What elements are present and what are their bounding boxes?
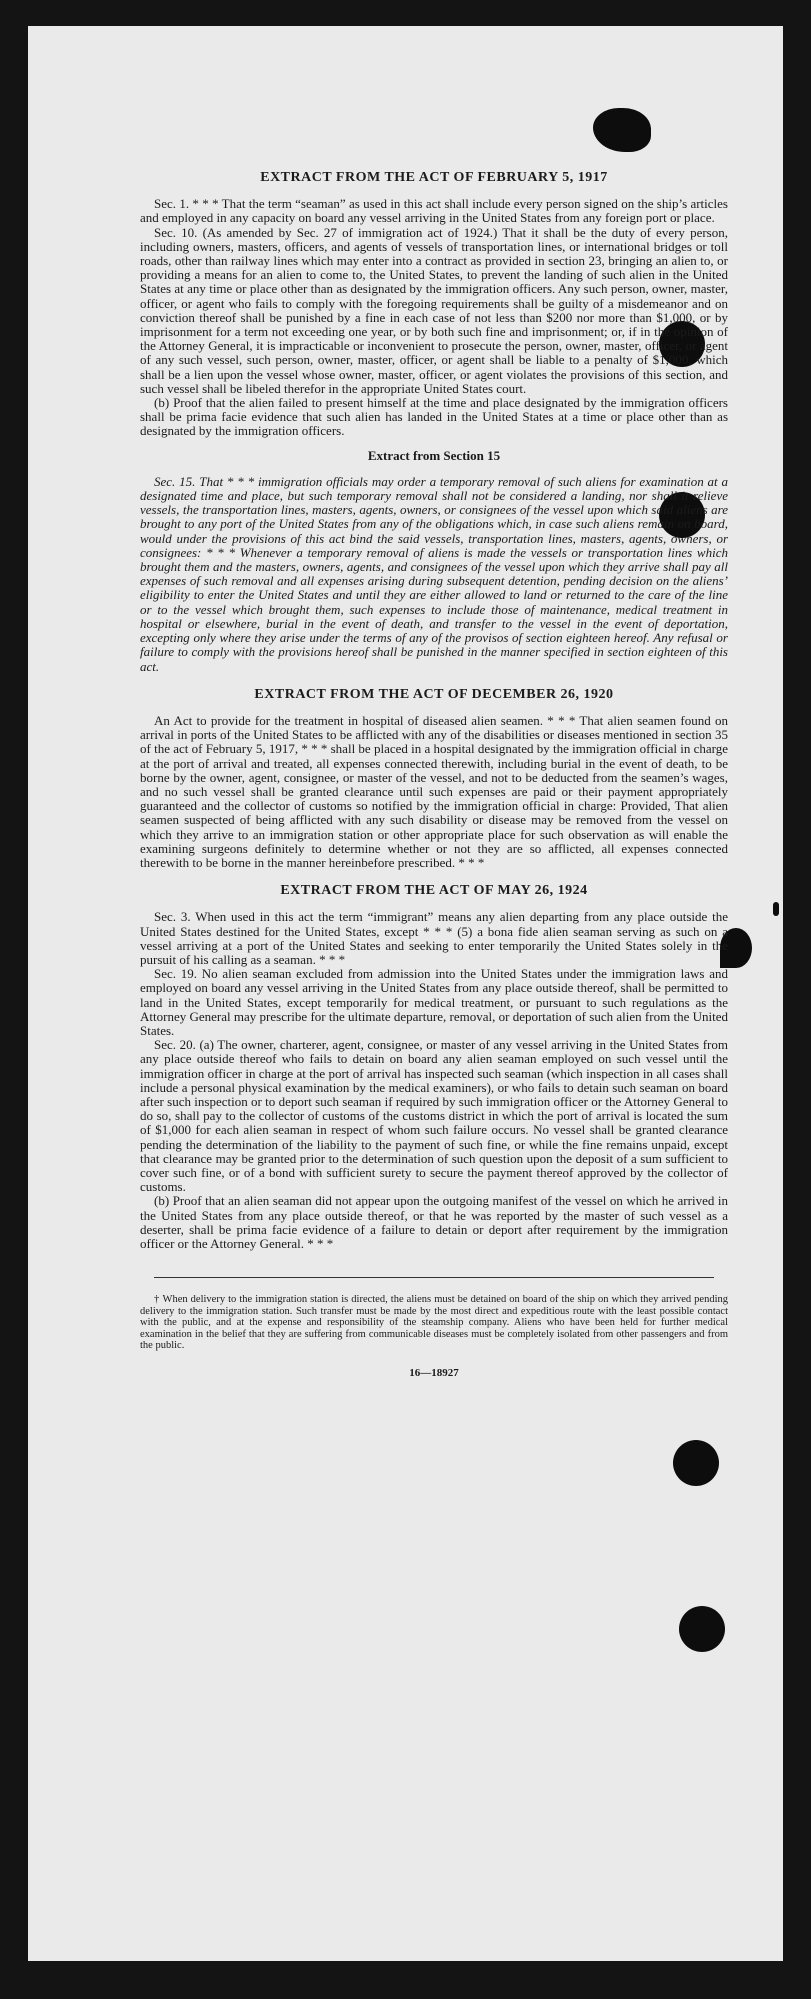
paragraph: Sec. 20. (a) The owner, charterer, agent, consignee, or master of any vessel arriving in the United States from any place outside thereof who fails to detain on board any alien seaman employed on such vessel until the immigration officer in charge at the port of arrival has inspected such seaman (which inspection in all cases shall include a personal physical examination by the medical examiners), or who fails to detain such seaman on board after such inspection or to deport such seaman if required by such immigration officer or the Attorney General to do so, shall pay to the collector of customs of the customs district in which the port of arrival is located the sum of $1,000 for each alien seaman in respect of whom such failure occurs. No vessel shall be granted clearance pending the determination of the liability to the payment of such fine, or while the fine remains unpaid, except that clearance may be granted prior to the determination of such question upon the deposit of a sum sufficient to cover such fine, or of a bond with sufficient surety to secure the payment thereof approved by the collector of customs.: [140, 1037, 728, 1195]
paragraph: (b) Proof that an alien seaman did not appear upon the outgoing manifest of the vessel on which he arrived in the United States from any place outside thereof, or that he was reported by the master of such vessel as a deserter, shall be prima facie evidence of a failure to detain or deport after requirement by the immigration officer or the Attorney General. * * *: [140, 1193, 728, 1252]
punch-hole: [679, 1606, 725, 1652]
paragraph: Sec. 1. * * * That the term “seaman” as used in this act shall include every person signed on the ship’s articles and employed in any capacity on board any vessel arriving in the United States from any foreign port or place.: [140, 196, 728, 226]
section-heading: EXTRACT FROM THE ACT OF FEBRUARY 5, 1917: [260, 170, 608, 185]
footnote: † When delivery to the immigration station is directed, the aliens must be detained on board of the ship on which they arrived pending delivery to the immigration station. Such transfer must be made by the most direct and expeditious route with the least possible contact with the public, and at the expense and responsibility of the steamship company. Aliens who have been held for further medical examination in the belief that they are suffering from communicable diseases must be completely isolated from other passengers and from the public.: [140, 1294, 728, 1352]
paragraph: Sec. 3. When used in this act the term “immigrant” means any alien departing from any place outside the United States destined for the United States, except * * * (5) a bona fide alien seaman serving as such on a vessel arriving at a port of the United States and seeking to enter temporarily the United States solely in the pursuit of his calling as a seaman. * * *: [140, 909, 728, 967]
footnote-divider: [154, 1277, 714, 1278]
section-subheading: Extract from Section 15: [367, 447, 501, 463]
ink-blot: [593, 108, 651, 152]
paragraph: (b) Proof that the alien failed to present himself at the time and place designated by the immigration officers shall be prima facie evidence that such alien has landed in the United States at a time or place other than as designated by the immigration officers.: [140, 395, 728, 439]
margin-mark: [773, 902, 779, 916]
punch-hole: [673, 1440, 719, 1486]
page-id: 16—18927: [409, 1366, 459, 1379]
paragraph: Sec. 15. That * * * immigration officials may order a temporary removal of such aliens for examination at a designated time and place, but such temporary removal shall not be considered a landing, nor shall it relieve vessels, the transportation lines, masters, agents, owners, or consignees of the vessel upon which said aliens are brought to any port of the United States from any of the obligations which, in case such aliens remain on board, would under the provisions of this act bind the said vessels, transportation lines, masters, agents, owners, or consignees: * * * Whenever a temporary removal of aliens is made the vessels or transportation lines which brought them and the masters, owners, agents, and consignees of the vessel upon which they arrive shall pay all expenses of such removal and all expenses arising during subsequent detention, pending decision on the aliens’ eligibility to enter the United States and until they are either allowed to land or returned to the care of the line or to the vessel which brought them, such expenses to include those of maintenance, medical treatment in hospital or elsewhere, burial in the event of death, and transfer to the vessel in the event of deportation, excepting only where they arise under the terms of any of the provisos of section eighteen hereof. Any refusal or failure to comply with the provisions hereof shall be punished in the manner specified in section eighteen of this act.: [140, 473, 728, 674]
paragraph: Sec. 19. No alien seaman excluded from admission into the United States under the immigration laws and employed on board any vessel arriving in the United States from any place outside thereof, shall be permitted to land in the United States, except temporarily for medical treatment, or pursuant to such regulations as the Attorney General may prescribe for the ultimate departure, removal, or deportation of such alien from the United States.: [140, 966, 728, 1038]
section-heading: EXTRACT FROM THE ACT OF MAY 26, 1924: [280, 883, 588, 899]
document-body: [140, 171, 728, 1380]
paragraph: An Act to provide for the treatment in hospital of diseased alien seamen. * * * That alien seamen found on arrival in ports of the United States to be afflicted with any of the disabilities or diseases mentioned in section 35 of the act of February 5, 1917, * * * shall be placed in a hospital designated by the immigration official in charge at the port of arrival and treated, all expenses connected therewith, including burial in the event of death, to be borne by the owner, agent, consignee, or master of the vessel, and not to be deducted from the seamen’s wages, and no such vessel shall be granted clearance until such expenses are paid or their payment appropriately guaranteed and the collector of customs so notified by the immigration official in charge: Provided, That alien seamen suspected of being afflicted with any such disability or disease may be removed from the vessel on which they arrive to an immigration station or other appropriate place for such observation as will enable the examining surgeons definitely to determine whether or not they are so afflicted, all expenses connected therewith to be borne in the manner hereinbefore prescribed. * * *: [140, 712, 728, 870]
document-page: [28, 26, 783, 1961]
paragraph: Sec. 10. (As amended by Sec. 27 of immigration act of 1924.) That it shall be the duty of every person, including owners, masters, officers, and agents of vessels of transportation lines, or international bridges or toll roads, other than railway lines which may enter into a contract as provided in section 23, bringing an alien to, or providing a means for an alien to come to, the United States, to prevent the landing of such alien in the United States at any time or place other than as designated by the immigration officers. Any such person, owner, master, officer, or agent who fails to comply with the foregoing requirements shall be guilty of a misdemeanor and on conviction thereof shall be punished by a fine in each case of not less than $200 nor more than $1,000, or by imprisonment for a term not exceeding one year, or by both such fine and imprisonment; or, if in the opinion of the Attorney General, it is impracticable or inconvenient to prosecute the person, owner, master, officer, or agent of any such vessel, such person, owner, master, officer, or agent shall be liable to a penalty of $1,000, which shall be a lien upon the vessel whose owner, master, officer, or agent violates the provisions of this section, and such vessel shall be libeled therefor in the appropriate United States court.: [140, 224, 728, 396]
section-heading: EXTRACT FROM THE ACT OF DECEMBER 26, 1920: [254, 686, 614, 702]
